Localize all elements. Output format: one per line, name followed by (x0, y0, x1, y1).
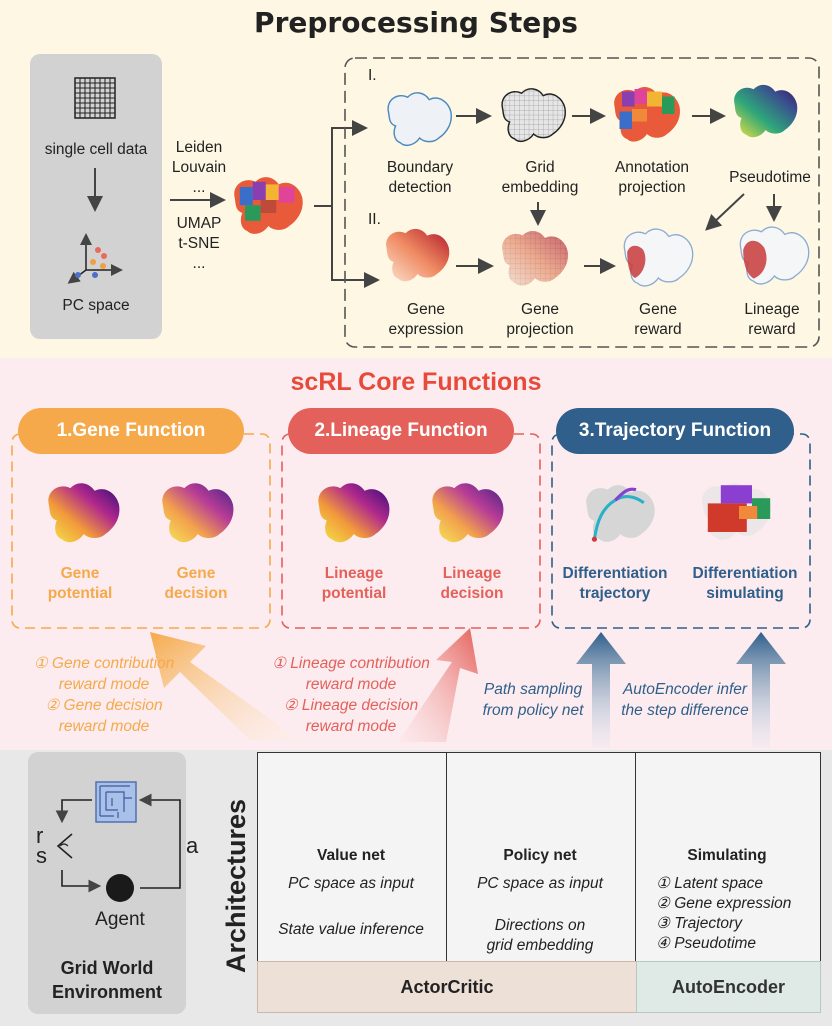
annotation-label-2: projection (618, 179, 686, 196)
lineage-potential-plot (318, 483, 389, 542)
grid-world-label-2: Environment (51, 982, 162, 1002)
annotation-label-1: Annotation (614, 159, 690, 176)
lineage-reward-icon (740, 227, 808, 284)
preprocessing-title: Preprocessing Steps (254, 6, 578, 39)
pc-space-label: PC space (62, 297, 130, 314)
gene-function-pill: 1.Gene Function (18, 408, 244, 454)
simulating-item-1: ① Latent space (656, 875, 763, 892)
autoencoder-infer-label-2: the step difference (621, 702, 749, 719)
branch-arrow-i (314, 128, 364, 206)
gene-potential-label-1: Gene (60, 565, 100, 582)
reward-label: r (36, 823, 44, 848)
simulating-item-2: ② Gene expression (656, 895, 792, 912)
gene-expression-label-2: expression (388, 321, 464, 338)
value-net-title: Value net (316, 847, 386, 864)
state-label: s (36, 843, 47, 868)
gene-projection-label-1: Gene (521, 301, 559, 318)
differentiation-trajectory-plot (586, 485, 654, 542)
gene-expression-icon (386, 229, 449, 281)
gene-reward-label-1: Gene (639, 301, 677, 318)
gene-decision-plot (162, 483, 233, 542)
lineage-mode-1: ① Lineage contribution (272, 655, 430, 672)
gene-expression-label-1: Gene (407, 301, 445, 318)
trajectory-label-1: Differentiation (562, 565, 668, 582)
value-net-output: State value inference (278, 921, 424, 938)
gene-mode-2: ② Gene decision (45, 697, 163, 714)
agent-icon (106, 874, 134, 902)
gene-mode-1: ① Gene contribution (33, 655, 175, 672)
simulating-item-4: ④ Pseudotime (656, 935, 757, 952)
embedding-more: ... (192, 255, 206, 272)
row-ii-label: II. (368, 211, 381, 228)
lineage-reward-label-2: reward (748, 321, 796, 338)
gene-mode-1b: reward mode (58, 676, 150, 693)
differentiation-simulating-plot (702, 483, 770, 540)
gene-potential-label-2: potential (47, 585, 113, 602)
clustering-leiden: Leiden (175, 139, 223, 156)
gene-projection-label-2: projection (506, 321, 574, 338)
trajectory-label-2: trajectory (579, 585, 651, 602)
simulating-label-1: Differentiation (692, 565, 798, 582)
cluster-embedding-icon (234, 177, 302, 234)
trajectory-function-pill: 3.Trajectory Function (556, 408, 794, 454)
grid-embedding-icon (502, 89, 565, 141)
policy-net-output-2: grid embedding (486, 937, 594, 954)
pseudotime-label: Pseudotime (729, 169, 811, 186)
agent-label: Agent (95, 909, 145, 930)
simulating-label-2: simulating (706, 585, 784, 602)
gene-decision-label-1: Gene (176, 565, 216, 582)
action-label: a (186, 833, 199, 858)
arrow-pseudotime-gene-reward (708, 194, 744, 228)
path-sampling-label-2: from policy net (482, 702, 584, 719)
gene-reward-icon (624, 229, 692, 286)
policy-net-output-1: Directions on (494, 917, 586, 934)
embedding-tsne: t-SNE (178, 235, 220, 252)
single-cell-label: single cell data (44, 141, 148, 158)
pseudotime-icon (734, 85, 797, 137)
boundary-detection-icon (388, 93, 451, 145)
boundary-label-1: Boundary (386, 159, 454, 176)
lineage-mode-2: ② Lineage decision (283, 697, 419, 714)
annotation-projection-icon (614, 87, 680, 142)
lineage-mode-2b: reward mode (305, 718, 397, 735)
core-functions-title: scRL Core Functions (290, 368, 542, 396)
policy-net-title: Policy net (503, 847, 577, 864)
boundary-label-2: detection (388, 179, 452, 196)
maze-icon (96, 782, 136, 822)
grid-label-2: embedding (501, 179, 579, 196)
policy-net-input: PC space as input (477, 875, 603, 892)
gene-reward-label-2: reward (634, 321, 682, 338)
path-sampling-label-1: Path sampling (483, 681, 583, 698)
autoencoder-infer-label-1: AutoEncoder infer (622, 681, 748, 698)
row-i-label: I. (368, 67, 377, 84)
architectures-label: Architectures (221, 798, 251, 974)
gene-projection-icon (502, 231, 568, 286)
clustering-more: ... (192, 179, 206, 196)
lineage-function-pill: 2.Lineage Function (288, 408, 514, 454)
autoencoder-bar: AutoEncoder (636, 961, 821, 1013)
gene-potential-plot (48, 483, 119, 542)
embedding-umap: UMAP (176, 215, 222, 232)
value-net-input: PC space as input (288, 875, 414, 892)
grid-label-1: Grid (525, 159, 555, 176)
lineage-decision-label-1: Lineage (442, 565, 502, 582)
lineage-potential-label-1: Lineage (324, 565, 384, 582)
lineage-potential-label-2: potential (321, 585, 387, 602)
simulating-item-3: ③ Trajectory (656, 915, 742, 932)
gene-mode-2b: reward mode (58, 718, 150, 735)
simulating-title: Simulating (687, 847, 767, 864)
gene-decision-label-2: decision (164, 585, 228, 602)
actor-critic-bar: ActorCritic (257, 961, 637, 1013)
lineage-decision-label-2: decision (440, 585, 504, 602)
grid-world-label-1: Grid World (60, 958, 154, 978)
lineage-reward-label-1: Lineage (744, 301, 800, 318)
clustering-louvain: Louvain (171, 159, 227, 176)
lineage-mode-1b: reward mode (305, 676, 397, 693)
lineage-decision-plot (432, 483, 503, 542)
